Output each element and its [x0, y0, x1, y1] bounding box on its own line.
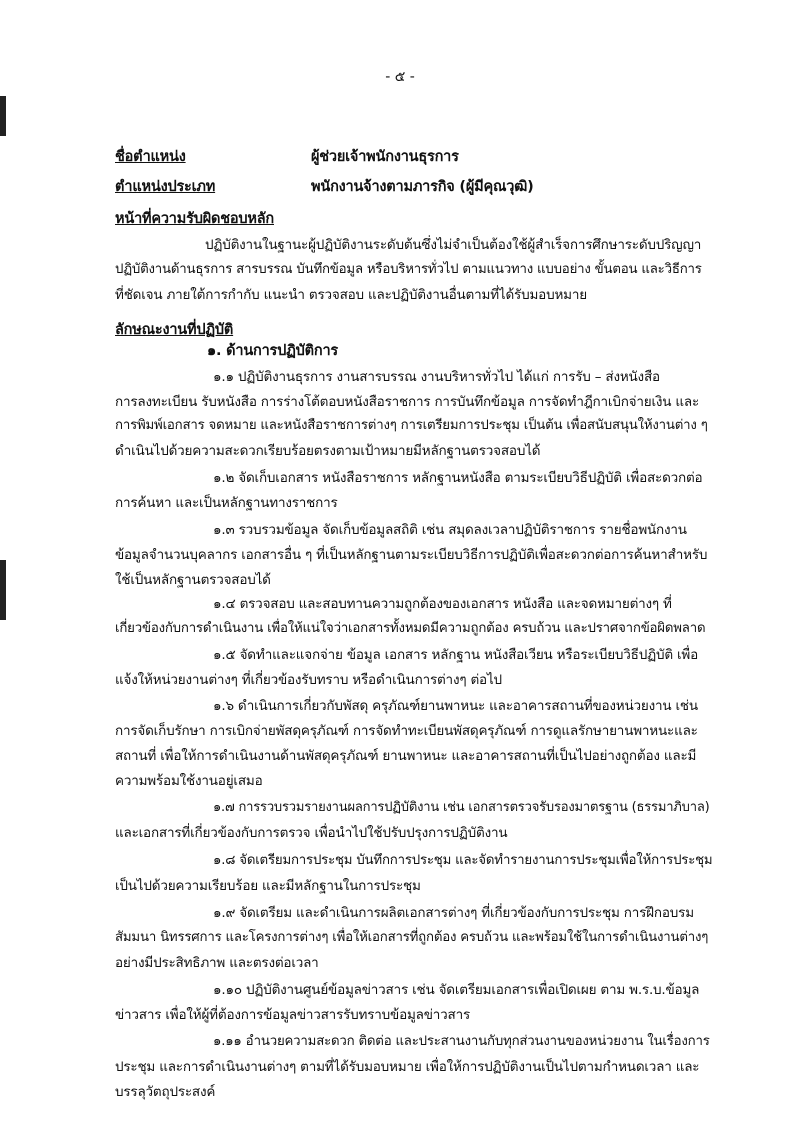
work-line: การพิมพ์เอกสาร จดหมาย และหนังสือราชการต่างๆ การเตรียมการประชุม เป็นต้น เพื่อสนับสนุนให้งานต่าง ๆ — [115, 418, 708, 433]
work-line: อย่างมีประสิทธิภาพ และตรงต่อเวลา — [115, 955, 319, 971]
work-line: ๑.๗ การรวบรวมรายงานผลการปฏิบัติงาน เช่น เอกสารตรวจรับรองมาตรฐาน (ธรรมาภิบาล) — [213, 800, 710, 815]
scan-edge-mark — [0, 96, 6, 136]
work-line: ๑.๘ จัดเตรียมการประชุม บันทึกการประชุม และจัดทำรายงานการประชุมเพื่อให้การประชุม — [213, 853, 713, 868]
position-type-value: พนักงานจ้างตามภารกิจ (ผู้มีคุณวุฒิ) — [311, 179, 534, 195]
work-line: การจัดเก็บรักษา การเบิกจ่ายพัสดุครุภัณฑ์ การจัดทำทะเบียนพัสดุครุภัณฑ์ การดูแลรักษายานพาหนะและ — [115, 723, 698, 739]
work-line: ๑.๖ ดำเนินการเกี่ยวกับพัสดุ ครุภัณฑ์ยานพาหนะ และอาคารสถานที่ของหน่วยงาน เช่น — [213, 698, 698, 714]
work-line: ประชุม และการดำเนินงานต่างๆ ตามที่ได้รับมอบหมาย เพื่อให้การปฏิบัติงานเป็นไปตามกำหนดเวลา และ — [115, 1059, 700, 1075]
work-line: ๑.๑๑ อำนวยความสะดวก ติดต่อ และประสานงานกับทุกส่วนงานของหน่วยงาน ในเรื่องการ — [213, 1034, 710, 1049]
work-subheading: ๑. ด้านการปฏิบัติการ — [207, 343, 339, 359]
work-line: ๑.๒ จัดเก็บเอกสาร หนังสือราชการ หลักฐานหนังสือ ตามระเบียบวิธีปฏิบัติ เพื่อสะดวกต่อ — [213, 470, 703, 486]
position-value: ผู้ช่วยเจ้าพนักงานธุรการ — [311, 149, 459, 165]
work-line: ใช้เป็นหลักฐานตรวจสอบได้ — [115, 572, 271, 588]
work-line: ความพร้อมใช้งานอยู่เสมอ — [115, 773, 263, 789]
work-line: ข้อมูลจำนวนบุคลากร เอกสารอื่น ๆ ที่เป็นหลักฐานตามระเบียบวิธีการปฏิบัติเพื่อสะดวกต่อการค้นหาสำหรับ — [115, 547, 708, 563]
work-line: ๑.๕ จัดทำและแจกจ่าย ข้อมูล เอกสาร หลักฐาน หนังสือเวียน หรือระเบียบวิธีปฏิบัติ เพื่อ — [213, 647, 698, 663]
work-line: แจ้งให้หน่วยงานต่างๆ ที่เกี่ยวข้องรับทราบ หรือดำเนินการต่างๆ ต่อไป — [115, 672, 502, 688]
work-heading: ลักษณะงานที่ปฏิบัติ — [115, 322, 234, 338]
position-type-label: ตำแหน่งประเภท — [115, 179, 216, 195]
work-line: การลงทะเบียน รับหนังสือ การร่างโต้ตอบหนังสือราชการ การบันทึกข้อมูล การจัดทำฎีกาเบิกจ่ายเงิน และ — [115, 394, 700, 410]
work-line: การค้นหา และเป็นหลักฐานทางราชการ — [115, 495, 338, 511]
work-line: ข่าวสาร เพื่อให้ผู้ที่ต้องการข้อมูลข่าวสารรับทราบข้อมูลข่าวสาร — [115, 1007, 471, 1023]
duty-line: ปฏิบัติงานด้านธุรการ สารบรรณ บันทึกข้อมูล หรือบริหารทั่วไป ตามแนวทาง แบบอย่าง ขั้นตอน และวิธีการ — [115, 262, 702, 277]
work-line: เกี่ยวข้องกับการดำเนินงาน เพื่อให้แน่ใจว่าเอกสารทั้งหมดมีความถูกต้อง ครบถ้วน และปราศจากข้อผิดพลาด — [115, 621, 706, 636]
work-line: และเอกสารที่เกี่ยวข้องกับการตรวจ เพื่อนำไปใช้ปรับปรุงการปฏิบัติงาน — [115, 825, 508, 841]
work-line: ๑.๓ รวบรวมข้อมูล จัดเก็บข้อมูลสถิติ เช่น สมุดลงเวลาปฏิบัติราชการ รายชื่อพนักงาน — [213, 522, 687, 538]
work-line: ๑.๙ จัดเตรียม และดำเนินการผลิตเอกสารต่างๆ ที่เกี่ยวข้องกับการประชุม การฝึกอบรม — [213, 905, 694, 921]
work-line: ดำเนินไปด้วยความสะดวกเรียบร้อยตรงตามเป้าหมายมีหลักฐานตรวจสอบได้ — [115, 443, 541, 459]
duty-line: ที่ชัดเจน ภายใต้การกำกับ แนะนำ ตรวจสอบ และปฏิบัติงานอื่นตามที่ได้รับมอบหมาย — [115, 287, 587, 303]
scan-edge-mark — [0, 560, 6, 620]
work-line: ๑.๔ ตรวจสอบ และสอบทานความถูกต้องของเอกสาร หนังสือ และจดหมายต่างๆ ที่ — [213, 596, 672, 612]
work-line: บรรลุวัตถุประสงค์ — [115, 1084, 216, 1100]
duty-line: ปฏิบัติงานในฐานะผู้ปฏิบัติงานระดับต้นซึ่งไม่จำเป็นต้องใช้ผู้สำเร็จการศึกษาระดับปริญญา — [205, 237, 702, 253]
duties-heading: หน้าที่ความรับผิดชอบหลัก — [115, 211, 274, 227]
work-line: สัมมนา นิทรรศการ และโครงการต่างๆ เพื่อให้เอกสารที่ถูกต้อง ครบถ้วน และพร้อมใช้ในการดำเนินงานต่างๆ — [115, 930, 709, 945]
work-line: เป็นไปด้วยความเรียบร้อย และมีหลักฐานในการประชุม — [115, 878, 421, 894]
work-line: ๑.๑๐ ปฏิบัติงานศูนย์ข้อมูลข่าวสาร เช่น จัดเตรียมเอกสารเพื่อเปิดเผย ตาม พ.ร.บ.ข้อมูล — [213, 982, 700, 998]
position-label: ชื่อตำแหน่ง — [115, 149, 186, 165]
page-number: - ๕ - — [385, 69, 415, 85]
work-line: ๑.๑ ปฏิบัติงานธุรการ งานสารบรรณ งานบริหารทั่วไป ได้แก่ การรับ – ส่งหนังสือ — [213, 369, 660, 385]
work-line: สถานที่ เพื่อให้การดำเนินงานด้านพัสดุครุภัณฑ์ ยานพาหนะ และอาคารสถานที่เป็นไปอย่างถูกต้อง และมี — [115, 748, 697, 764]
